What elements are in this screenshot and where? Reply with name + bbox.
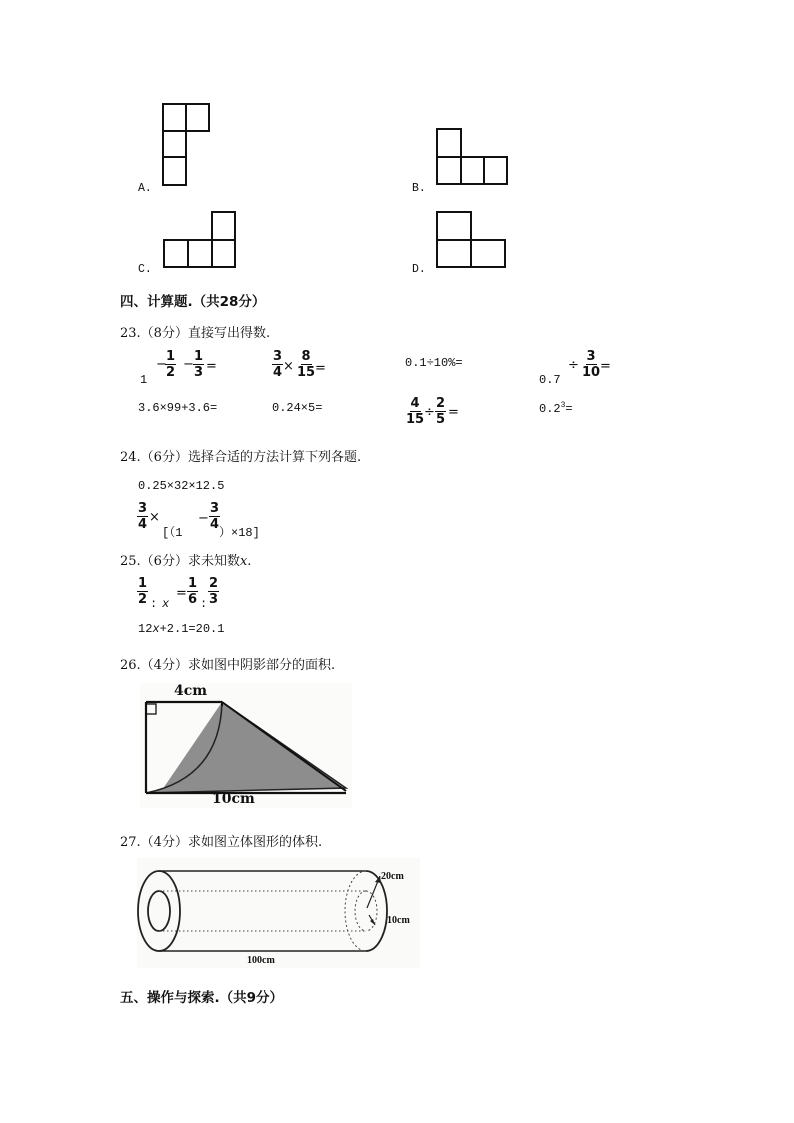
q24-e2-minus: − [198,511,209,526]
option-c-label[interactable]: C. [138,263,152,276]
option-d-figure [436,211,508,269]
q23-r2c1: 3.6×99+3.6= [138,401,218,415]
q23-r1c1-frac1: $\frac{1}{2}$ [166,349,176,380]
section-5-heading: 五、操作与探索.（共9分） [120,990,284,1006]
q25-e1-colon1: : [150,597,158,611]
q23-r1c1-frac2: $\frac{1}{3}$ [194,349,204,380]
q27-label-length: 100cm [247,955,275,966]
q26-title: 26.（4分）求如图中阴影部分的面积. [120,658,336,673]
q23-r1c3: 0.1÷10%= [405,356,463,370]
q25-e1-eq: = [176,586,187,601]
option-c-figure [163,211,237,269]
q23-r2c3-eq: = [448,405,459,420]
q23-r1c1-lead: 1 [140,373,148,387]
q27-label-outer: 20cm [381,871,404,882]
q24-e2-close: ）×18] [219,526,260,540]
q24-e2-open: [（1 [162,526,183,540]
option-d-label[interactable]: D. [412,263,426,276]
q23-r2c4-exp: 3 [560,401,566,410]
q25-e1-frac1: $\frac{1}{2}$ [138,576,148,607]
q23-r2c4-eq: = [565,402,573,416]
q25-e1-colon2: : [200,597,208,611]
q25-expr-2: 12x+2.1=20.1 [138,622,225,636]
section-4-heading: 四、计算题.（共28分） [120,294,266,310]
q26-diagram [140,683,352,808]
q23-r1c1-eq: = [206,359,217,374]
q23-r1c2-frac1: $\frac{3}{4}$ [273,349,283,380]
q23-r2c3-frac2: $\frac{2}{5}$ [436,396,446,427]
q24-e2-frac1: $\frac{3}{4}$ [138,501,148,532]
q26-label-bottom: 10cm [212,791,255,807]
option-a-figure [162,103,212,187]
q23-r1c4-div: ÷ [568,358,579,373]
q23-r1c2-times: × [283,359,294,374]
q25-e1-frac3: $\frac{2}{3}$ [209,576,219,607]
q27-label-inner: 10cm [387,915,410,926]
option-b-label[interactable]: B. [412,182,426,195]
q23-title: 23.（8分）直接写出得数. [120,326,271,341]
q24-expr-1: 0.25×32×12.5 [138,479,225,493]
q23-r1c2-eq: = [315,361,326,376]
q23-r1c2-frac2: $\frac{8}{15}$ [297,349,316,380]
q27-title: 27.（4分）求如图立体图形的体积. [120,835,323,850]
q23-r2c2: 0.24×5= [272,401,323,415]
option-b-figure [436,128,510,186]
q27-diagram [137,858,420,968]
q27-figure [137,858,420,968]
q24-e2-times: × [149,510,160,525]
q24-title: 24.（6分）选择合适的方法计算下列各题. [120,450,362,465]
q23-r2c3-div: ÷ [424,405,435,420]
q23-r1c4-eq: = [600,359,611,374]
q23-r1c1-minus2: − [183,357,194,372]
q26-label-top: 4cm [174,683,208,699]
option-a-label[interactable]: A. [138,182,152,195]
q23-r1c4-lead: 0.7 [539,373,561,387]
q23-r1c4-frac: $\frac{3}{10}$ [582,349,601,380]
q26-figure [140,683,352,808]
q23-r2c4-base: 0.2 [539,402,561,416]
q25-title: 25.（6分）求未知数x. [120,554,252,569]
q25-e1-frac2: $\frac{1}{6}$ [188,576,198,607]
q23-r1c1-minus1: − [156,357,167,372]
q23-r2c3-frac1: $\frac{4}{15}$ [406,396,425,427]
q25-e1-x: x [162,597,170,611]
q24-e2-frac2: $\frac{3}{4}$ [210,501,220,532]
q23-r2c4 [539,401,573,416]
